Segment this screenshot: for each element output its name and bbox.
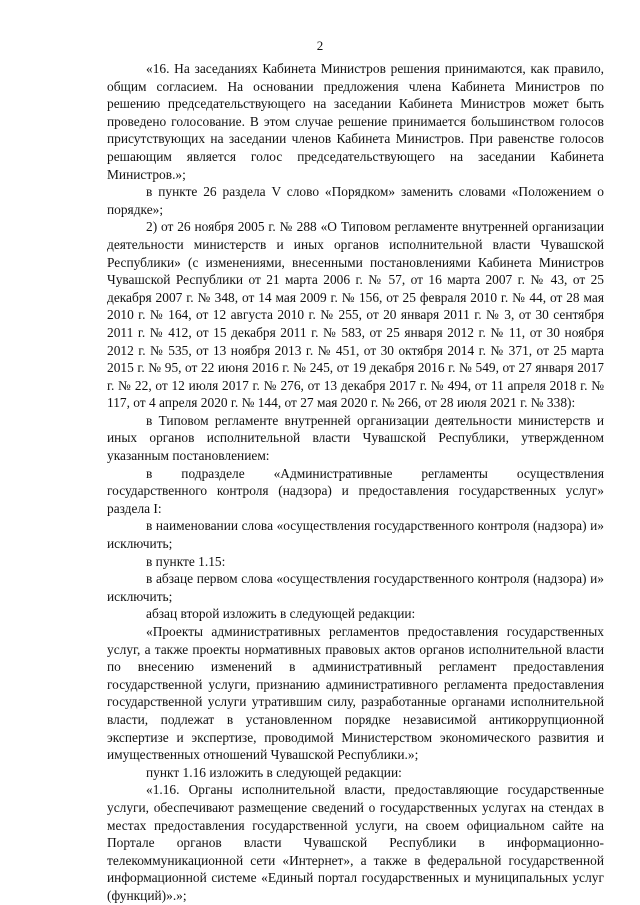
paragraph-typical-regulation: в Типовом регламенте внутренней организации деятельности министерств и иных органов исполнительной власти Чувашской Республики, утвержденном указанным постановлением: xyxy=(107,412,604,464)
paragraph-second-clause: абзац второй изложить в следующей редакции: xyxy=(146,606,416,622)
document-body xyxy=(107,60,604,905)
paragraph-point-26-amendment: в пункте 26 раздела V слово «Порядком» заменить словами «Положением о порядке»; xyxy=(107,184,604,217)
paragraph-title-change: в наименовании слова «осуществления государственного контроля (надзора) и» исключить; xyxy=(107,518,604,552)
paragraph-item-1-16-text: «1.16. Органы исполнительной власти, предоставляющие государственные услуги, обеспечивают размещение сведений о государственных услугах на стендах в местах предоставления государственной услуги, на своем официальном сайте на Портале органов власти Чувашской Республики в информационно-телекоммуникационной сети «Интернет», а также в федеральной государственной информационной системе «Единый портал государственных и муниципальных услуг (функций)».»; xyxy=(107,782,604,903)
paragraph-subsection: в подразделе «Административные регламенты осуществления государственного контроля (надзора) и предоставления государственных услуг» раздела I: xyxy=(107,465,604,516)
paragraph-first-clause: в абзаце первом слова «осуществления государственного контроля (надзора) и» исключить; xyxy=(107,571,604,604)
paragraph-item-16-text: «16. На заседаниях Кабинета Министров решения принимаются, как правило, общим согласием. На основании предложения члена Кабинета Министров по решению председательствующего на заседании Кабинета Министров может быть проведено голосование. В этом случае решение принимается большинством голосов присутствующих на заседании членов Кабинета Министров. При равенстве голосов решающим является голос председательствующего на заседании Кабинета Министров.»; xyxy=(107,61,604,182)
page-number: 2 xyxy=(316,38,324,53)
paragraph-point-1-16: пункт 1.16 изложить в следующей редакции: xyxy=(146,764,402,780)
paragraph-point-1-15: в пункте 1.15: xyxy=(146,553,226,569)
paragraph-projects-text: «Проекты административных регламентов предоставления государственных услуг, а также проекты нормативных правовых актов органов исполнительной власти по внесению изменений в административный регламент предоставления государственной услуги, признанию административного регламента предоставления государственной услуги утратившим силу, разработанные органами исполнительной власти, подлежат в установленном порядке независимой антикоррупционной экспертизе и экспертизе, проводимой Министерством экономического развития и имущественных отношений Чувашской Республики.»; xyxy=(107,624,604,763)
paragraph-resolution-288: 2) от 26 ноября 2005 г. № 288 «О Типовом регламенте внутренней организации деятельности министерств и иных органов исполнительной власти Чувашской Республики» (с изменениями, внесенными постановлениями Кабинета Министров Чувашской Республики от 21 марта 2006 г. № 57, от 16 марта 2007 г. № 43, от 25 декабря 2007 г. № 348, от 14 мая 2009 г. № 156, от 25 февраля 2010 г. № 44, от 28 мая 2010 г. № 164, от 12 августа 2010 г. № 255, от 20 января 2011 г. № 3, от 30 сентября 2011 г. № 412, от 15 декабря 2011 г. № 583, от 25 января 2012 г. № 11, от 30 ноября 2012 г. № 535, от 13 ноября 2013 г. № 451, от 30 октября 2014 г. № 371, от 25 марта 2015 г. № 95, от 22 июня 2016 г. № 245, от 19 декабря 2016 г. № 549, от 27 января 2017 г. № 22, от 12 июля 2017 г. № 276, от 13 декабря 2017 г. № 494, от 11 апреля 2018 г. № 117, от 4 апреля 2020 г. № 144, от 27 мая 2020 г. № 266, от 28 июля 2021 г. № 338): xyxy=(107,219,604,411)
